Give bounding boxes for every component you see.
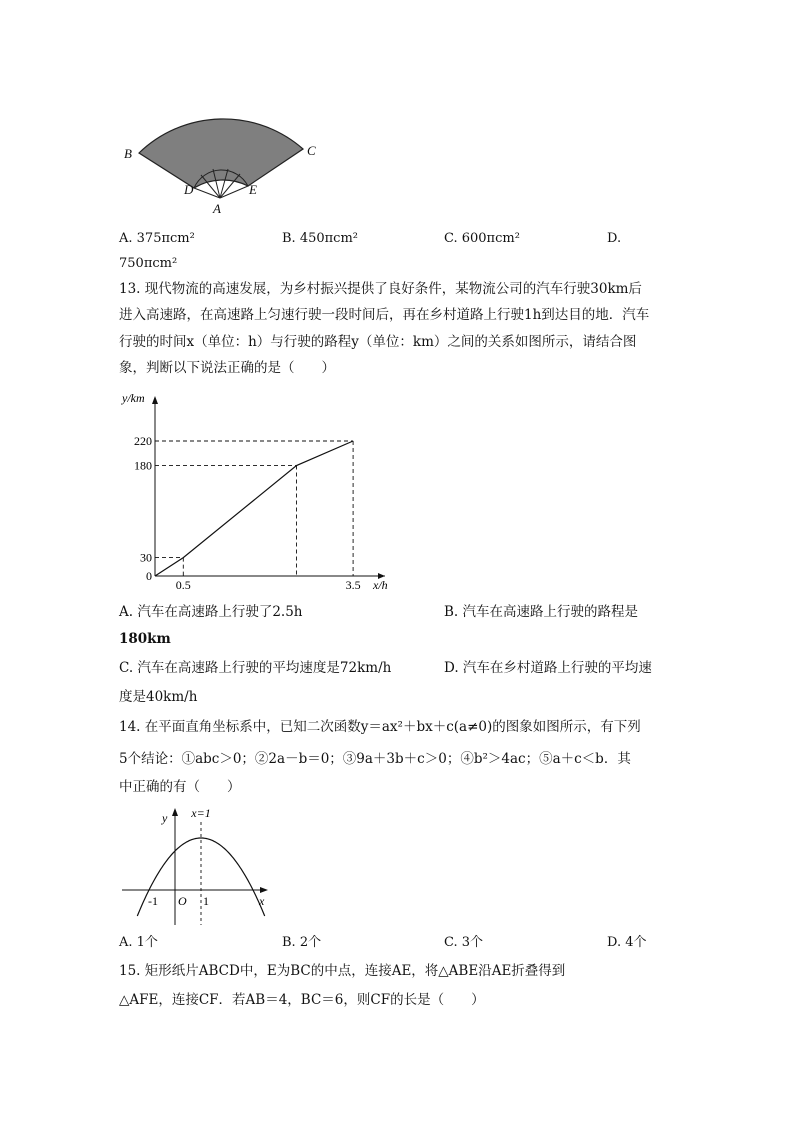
q15-line-1: 15. 矩形纸片ABCD中，E为BC的中点，连接AE，将△ABE沿AE折叠得到	[119, 963, 566, 979]
y-axis-label: y	[162, 811, 168, 825]
q14-option-b: B. 2个	[282, 935, 322, 950]
y-axis-arrow	[172, 808, 178, 816]
q14-option-d: D. 4个	[607, 935, 647, 950]
q13-line-3: 行驶的时间x（单位：h）与行驶的路程y（单位：km）之间的关系如图所示，请结合图	[119, 334, 637, 350]
series-line	[155, 441, 353, 576]
q13-option-a: A. 汽车在高速路上行驶了2.5h	[119, 604, 303, 620]
q13-option-d-cont: 度是40km/h	[119, 689, 198, 705]
q14-line-1: 14. 在平面直角坐标系中，已知二次函数y＝ax²＋bx＋c(a≠0)的图象如图所示，有下列	[119, 719, 641, 735]
x-axis-label: x/h	[373, 578, 388, 590]
x-tick-label-neg1: -1	[148, 894, 158, 908]
q13-option-b-cont: 180km	[119, 631, 171, 647]
q12-option-a: A. 375πcm²	[119, 231, 195, 246]
y-tick-label-30: 30	[140, 550, 152, 565]
q13-line-4: 象，判断以下说法正确的是（ ）	[119, 360, 335, 376]
x-tick-label-0.5: 0.5	[175, 578, 191, 590]
q15-line-2: △AFE，连接CF．若AB＝4，BC＝6，则CF的长是（ ）	[119, 992, 485, 1008]
point-label-c: C	[307, 143, 316, 158]
point-label-a: A	[213, 201, 221, 216]
x-axis-label: x	[259, 894, 265, 908]
x-tick-label-3.5: 3.5	[345, 578, 361, 590]
q13-option-d: D. 汽车在乡村道路上行驶的平均速	[444, 660, 652, 676]
y-tick-label-0: 0	[146, 569, 152, 583]
point-label-b: B	[124, 146, 132, 161]
q12-option-d: D.	[607, 231, 622, 246]
origin-label: O	[178, 894, 187, 908]
q14-line-3: 中正确的有（ ）	[119, 779, 241, 795]
q14-parabola-figure	[115, 800, 280, 930]
q14-option-a: A. 1个	[119, 935, 158, 950]
y-tick-label-180: 180	[134, 458, 152, 473]
x-axis-arrow	[260, 887, 268, 893]
y-axis-arrow	[152, 396, 158, 404]
fan-shaded-region	[139, 119, 303, 188]
q14-line-2: 5个结论：①abc＞0；②2a－b＝0；③9a＋3b＋c＞0；④b²＞4ac；⑤a＋c＜b．其	[119, 751, 631, 767]
q13-line-2: 进入高速路，在高速路上匀速行驶一段时间后，再在乡村道路上行驶1h到达目的地．汽车	[119, 307, 650, 323]
q13-option-c: C. 汽车在高速路上行驶的平均速度是72km/h	[119, 660, 392, 676]
symmetry-label: x=1	[191, 806, 211, 820]
q12-option-b: B. 450πcm²	[282, 231, 358, 246]
x-tick-label-1: 1	[203, 894, 209, 908]
q12-option-c: C. 600πcm²	[444, 231, 520, 246]
q12-option-d-cont: 750πcm²	[119, 256, 178, 271]
y-axis-label: y/km	[122, 391, 145, 405]
q13-distance-time-chart	[115, 390, 400, 590]
q14-option-c: C. 3个	[444, 935, 484, 950]
fan-figure	[110, 95, 340, 225]
point-label-e: E	[249, 182, 257, 197]
q13-option-b: B. 汽车在高速路上行驶的路程是	[444, 604, 639, 620]
q13-line-1: 13. 现代物流的高速发展，为乡村振兴提供了良好条件，某物流公司的汽车行驶30km后	[119, 281, 642, 297]
point-label-d: D	[184, 182, 194, 197]
y-tick-label-220: 220	[134, 434, 152, 448]
